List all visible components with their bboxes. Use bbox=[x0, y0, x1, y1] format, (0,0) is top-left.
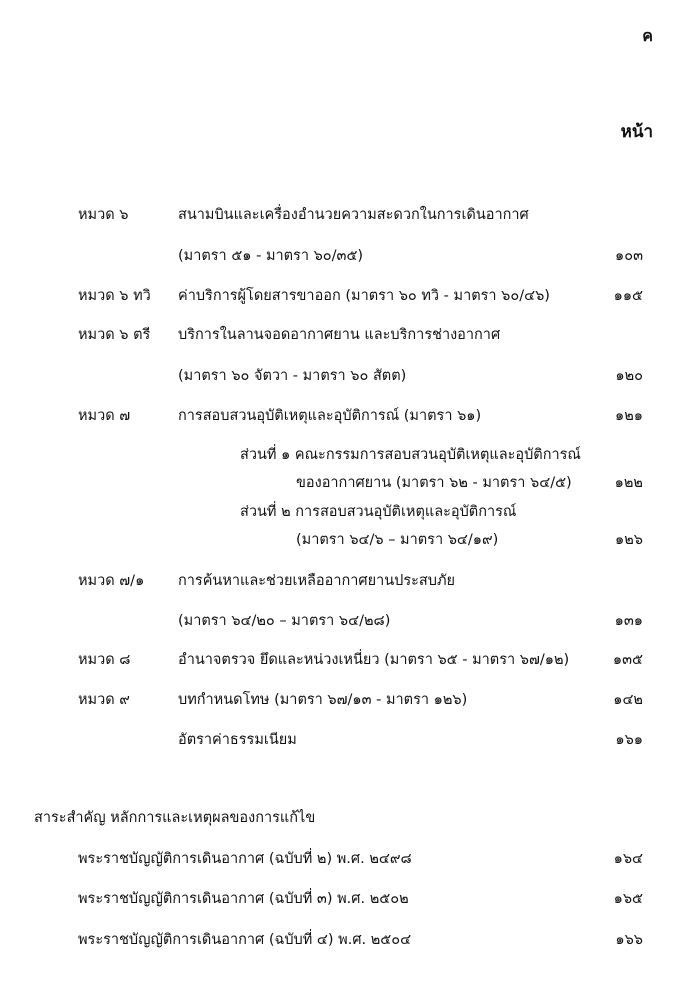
page-number: ๑๐๓ bbox=[615, 248, 643, 264]
chapter-title-continuation: (มาตรา ๕๑ - มาตรา ๖๐/๓๕) bbox=[178, 248, 364, 264]
section-title: ส่วนที่ ๒ การสอบสวนอุบัติเหตุและอุบัติการณ์ bbox=[240, 504, 517, 520]
chapter-title-continuation: (มาตรา ๖๐ จัตวา - มาตรา ๖๐ สัตต) bbox=[178, 368, 407, 384]
page-number: ๑๑๕ bbox=[613, 288, 643, 304]
page-number: ๑๓๑ bbox=[614, 613, 643, 629]
summary-heading: สาระสำคัญ หลักการและเหตุผลของการแก้ไข bbox=[34, 810, 316, 826]
page-number: ๑๔๒ bbox=[613, 692, 643, 708]
chapter-label: หมวด ๗ bbox=[78, 408, 131, 424]
chapter-title: การค้นหาและช่วยเหลืออากาศยานประสบภัย bbox=[178, 573, 456, 589]
chapter-title: บริการในลานจอดอากาศยาน และบริการช่างอากาศ bbox=[178, 327, 501, 343]
page-number: ๑๖๕ bbox=[613, 891, 643, 907]
page-number: ๑๒๑ bbox=[615, 408, 643, 424]
chapter-title-continuation: (มาตรา ๖๔/๒๐ – มาตรา ๖๔/๒๘) bbox=[178, 613, 391, 629]
page-number: ๑๓๕ bbox=[612, 652, 643, 668]
act-title: พระราชบัญญัติการเดินอากาศ (ฉบับที่ ๔) พ.ศ. ๒๕๐๔ bbox=[78, 932, 412, 948]
chapter-label: หมวด ๘ bbox=[78, 652, 131, 668]
page-number: ๑๖๔ bbox=[613, 851, 643, 867]
section-title-continuation: (มาตรา ๖๔/๖ – มาตรา ๖๔/๑๙) bbox=[296, 532, 499, 548]
page-letter: ค bbox=[642, 26, 653, 45]
chapter-label: หมวด ๖ ทวิ bbox=[78, 288, 151, 304]
page-number: ๑๖๑ bbox=[615, 732, 643, 748]
chapter-label: หมวด ๖ bbox=[78, 207, 129, 223]
page-number: ๑๒๐ bbox=[615, 368, 643, 384]
page-number: ๑๖๖ bbox=[615, 932, 643, 948]
page-number: ๑๒๒ bbox=[614, 475, 643, 491]
chapter-label: หมวด ๗/๑ bbox=[78, 573, 145, 589]
chapter-label: หมวด ๖ ตรี bbox=[78, 327, 151, 343]
page-column-heading: หน้า bbox=[620, 122, 653, 142]
page-number: ๑๒๖ bbox=[615, 532, 643, 548]
chapter-title: บทกำหนดโทษ (มาตรา ๖๗/๑๓ - มาตรา ๑๒๖) bbox=[178, 692, 468, 708]
chapter-title: สนามบินและเครื่องอำนวยความสะดวกในการเดินอากาศ bbox=[178, 207, 529, 223]
chapter-title: อำนาจตรวจ ยึดและหน่วงเหนี่ยว (มาตรา ๖๕ - มาตรา ๖๗/๑๒) bbox=[178, 652, 570, 668]
section-title-continuation: ของอากาศยาน (มาตรา ๖๒ - มาตรา ๖๔/๕) bbox=[296, 475, 572, 491]
act-title: พระราชบัญญัติการเดินอากาศ (ฉบับที่ ๓) พ.ศ. ๒๕๐๒ bbox=[78, 891, 409, 907]
act-title: พระราชบัญญัติการเดินอากาศ (ฉบับที่ ๒) พ.ศ. ๒๔๙๘ bbox=[78, 851, 412, 867]
section-title: ส่วนที่ ๑ คณะกรรมการสอบสวนอุบัติเหตุและอุบัติการณ์ bbox=[240, 447, 581, 463]
chapter-label: หมวด ๙ bbox=[78, 692, 130, 708]
fee-schedule-title: อัตราค่าธรรมเนียม bbox=[178, 732, 297, 748]
chapter-title: การสอบสวนอุบัติเหตุและอุบัติการณ์ (มาตรา ๖๑) bbox=[178, 408, 482, 424]
chapter-title: ค่าบริการผู้โดยสารขาออก (มาตรา ๖๐ ทวิ - มาตรา ๖๐/๔๖) bbox=[178, 288, 550, 304]
